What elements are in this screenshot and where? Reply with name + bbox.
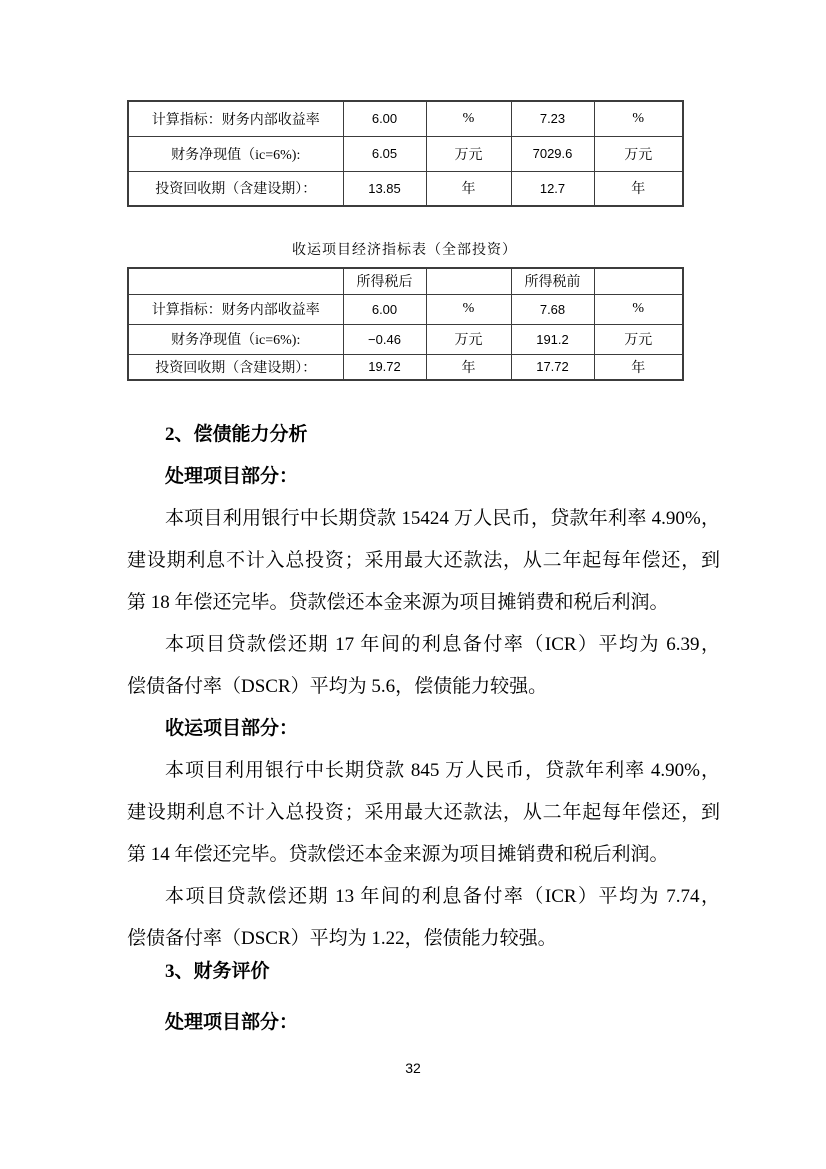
collection-project-indicators-table xyxy=(127,267,684,381)
unit-before-tax: 万元 xyxy=(594,136,683,171)
value-after-tax: −0.46 xyxy=(343,324,426,354)
unit-before-tax: 年 xyxy=(594,171,683,206)
value-before-tax: 7.23 xyxy=(511,101,594,136)
subsection-heading-processing-2: 处理项目部分： xyxy=(165,1012,299,1033)
value-before-tax: 12.7 xyxy=(511,171,594,206)
paragraph-line: 本项目利用银行中长期贷款 845 万人民币，贷款年利率 4.90%， xyxy=(165,760,720,781)
value-after-tax: 13.85 xyxy=(343,171,426,206)
paragraph-line: 本项目贷款偿还期 13 年间的利息备付率（ICR）平均为 7.74， xyxy=(165,886,720,907)
subsection-heading-processing: 处理项目部分： xyxy=(165,466,299,487)
table-header-row xyxy=(128,268,683,294)
indicator-label: 投资回收期（含建设期）： xyxy=(128,171,343,206)
unit-after-tax: 年 xyxy=(426,354,511,380)
table-row xyxy=(128,101,683,136)
indicator-label: 计算指标：财务内部收益率 xyxy=(128,294,343,324)
paragraph-line: 建设期利息不计入总投资；采用最大还款法，从二年起每年偿还，到 xyxy=(127,550,720,571)
unit-after-tax: % xyxy=(426,101,511,136)
processing-project-indicators-table xyxy=(127,100,684,207)
value-before-tax: 7.68 xyxy=(511,294,594,324)
empty-cell xyxy=(426,268,511,294)
empty-cell xyxy=(128,268,343,294)
section-heading-financial-evaluation: 3、财务评价 xyxy=(165,961,270,982)
table-row xyxy=(128,324,683,354)
value-after-tax: 6.00 xyxy=(343,294,426,324)
value-before-tax: 17.72 xyxy=(511,354,594,380)
body-text xyxy=(127,414,720,1044)
unit-before-tax: 年 xyxy=(594,354,683,380)
paragraph-line: 第 14 年偿还完毕。贷款偿还本金来源为项目摊销费和税后利润。 xyxy=(127,844,669,865)
paragraph-line: 本项目贷款偿还期 17 年间的利息备付率（ICR）平均为 6.39， xyxy=(165,634,720,655)
empty-cell xyxy=(594,268,683,294)
table-row xyxy=(128,294,683,324)
table-row xyxy=(128,171,683,206)
value-before-tax: 191.2 xyxy=(511,324,594,354)
section-heading-debt-analysis: 2、偿债能力分析 xyxy=(165,424,308,445)
value-after-tax: 6.05 xyxy=(343,136,426,171)
subsection-heading-collection: 收运项目部分： xyxy=(165,718,299,739)
unit-after-tax: 万元 xyxy=(426,324,511,354)
unit-after-tax: 年 xyxy=(426,171,511,206)
paragraph-line: 偿债备付率（DSCR）平均为 1.22，偿债能力较强。 xyxy=(127,928,557,949)
page-number: 32 xyxy=(405,1060,421,1076)
paragraph-line: 本项目利用银行中长期贷款 15424 万人民币，贷款年利率 4.90%， xyxy=(165,508,720,529)
paragraph-line: 偿债备付率（DSCR）平均为 5.6，偿债能力较强。 xyxy=(127,676,548,697)
indicator-label: 财务净现值（ic=6%): xyxy=(128,324,343,354)
value-after-tax: 19.72 xyxy=(343,354,426,380)
table-row xyxy=(128,136,683,171)
value-before-tax: 7029.6 xyxy=(511,136,594,171)
unit-before-tax: 万元 xyxy=(594,324,683,354)
table-row xyxy=(128,354,683,380)
paragraph-line: 第 18 年偿还完毕。贷款偿还本金来源为项目摊销费和税后利润。 xyxy=(127,592,669,613)
unit-before-tax: % xyxy=(594,101,683,136)
unit-before-tax: % xyxy=(594,294,683,324)
after-tax-header: 所得税后 xyxy=(343,268,426,294)
value-after-tax: 6.00 xyxy=(343,101,426,136)
indicator-label: 投资回收期（含建设期）： xyxy=(128,354,343,380)
collection-table-title: 收运项目经济指标表（全部投资） xyxy=(292,243,517,258)
paragraph-line: 建设期利息不计入总投资；采用最大还款法，从二年起每年偿还，到 xyxy=(127,802,720,823)
before-tax-header: 所得税前 xyxy=(511,268,594,294)
indicator-label: 计算指标：财务内部收益率 xyxy=(128,101,343,136)
unit-after-tax: % xyxy=(426,294,511,324)
indicator-label: 财务净现值（ic=6%): xyxy=(128,136,343,171)
unit-after-tax: 万元 xyxy=(426,136,511,171)
